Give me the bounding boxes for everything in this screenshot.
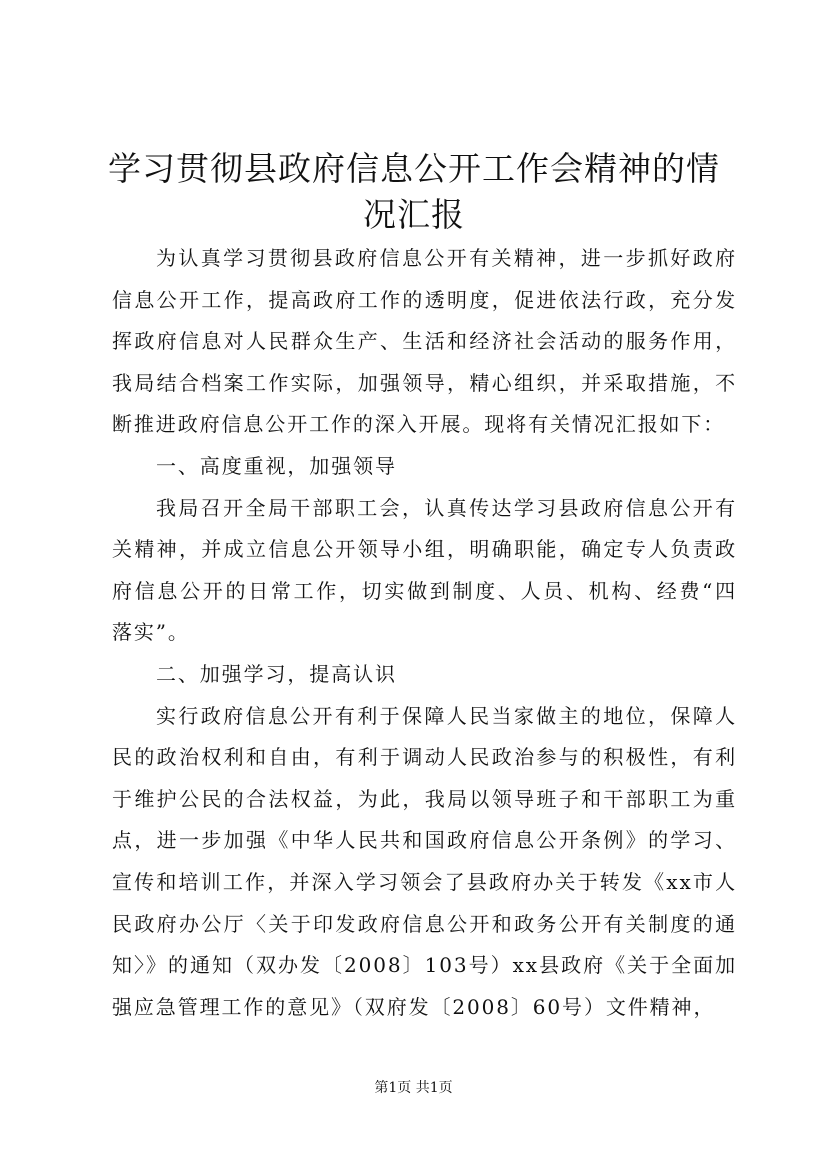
section-1-paragraph: 我局召开全局干部职工会，认真传达学习县政府信息公开有关精神，并成立信息公开领导小组，明确职能，确定专人负责政府信息公开的日常工作，切实做到制度、人员、机构、经费“四落实”。 bbox=[112, 495, 737, 645]
section-2-paragraph: 实行政府信息公开有利于保障人民当家做主的地位，保障人民的政治权利和自由，有利于调动人民政治参与的积极性，有利于维护公民的合法权益，为此，我局以领导班子和干部职工为重点，进一步加强《中华人民共和国政府信息公开条例》的学习、宣传和培训工作，并深入学习领会了县政府办关于转发《xx市人民政府办公厅〈关于印发政府信息公开和政务公开有关制度的通知〉》的通知（双办发〔2008〕103号）xx县政府《关于全面加强应急管理工作的意见》（双府发〔2008〕60号）文件精神， bbox=[112, 703, 737, 1019]
section-heading-2: 二、加强学习，提高认识 bbox=[156, 661, 397, 686]
page-number-footer: 第1页 共1页 bbox=[374, 1080, 453, 1096]
section-heading-1: 一、高度重视，加强领导 bbox=[156, 453, 397, 478]
document-title: 学习贯彻县政府信息公开工作会精神的情况汇报 bbox=[108, 149, 720, 234]
document-body bbox=[112, 238, 737, 1028]
intro-paragraph: 为认真学习贯彻县政府信息公开有关精神，进一步抓好政府信息公开工作，提高政府工作的透明度，促进依法行政，充分发挥政府信息对人民群众生产、生活和经济社会活动的服务作用，我局结合档案工作实际，加强领导，精心组织，并采取措施，不断推进政府信息公开工作的深入开展。现将有关情况汇报如下： bbox=[112, 246, 737, 437]
